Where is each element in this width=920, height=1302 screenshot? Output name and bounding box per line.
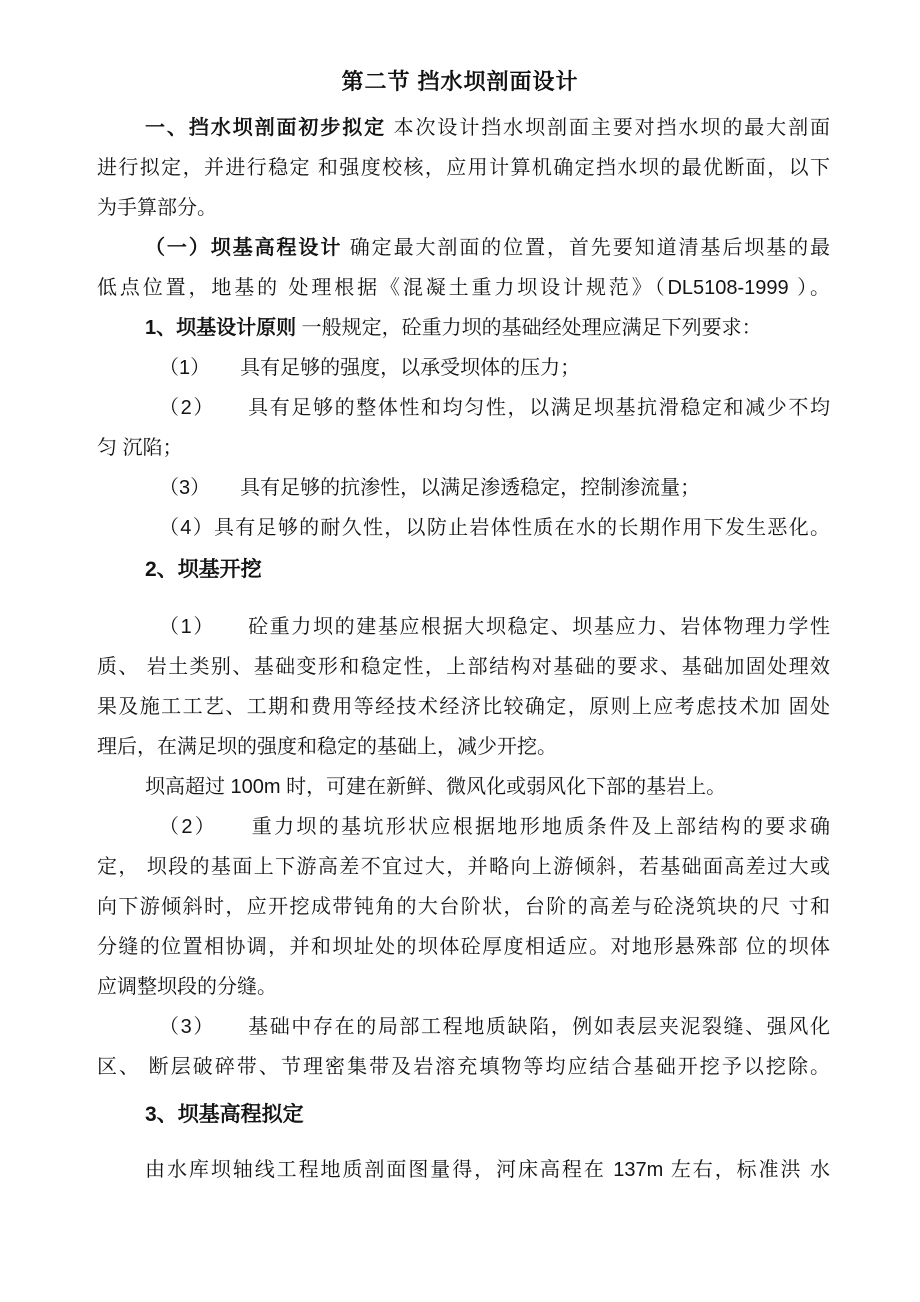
- line-text: （2） 重力坝的基坑形状应根据地形地质条件及上部结构的要求确: [159, 816, 830, 838]
- line-text: 分缝的位置相协调，并和坝址处的坝体砼厚度相适应。对地形悬殊部 位的坝体: [97, 936, 830, 958]
- line-text: 一般规定，砼重力坝的基础经处理应满足下列要求：: [296, 317, 762, 339]
- line-text: 低点位置，地基的 处理根据《混凝土重力坝设计规范》（DL5108-1999 ）。: [97, 277, 830, 299]
- line-text: 由水库坝轴线工程地质剖面图量得，河床高程在 137m 左右，标准洪 水: [145, 1159, 830, 1181]
- line-text: 本次设计挡水坝剖面主要对挡水坝的最大剖面: [386, 117, 830, 139]
- line-text: 坝高超过 100m 时，可建在新鲜、微风化或弱风化下部的基岩上。: [145, 776, 727, 798]
- line-text: 向下游倾斜时，应开挖成带钝角的大台阶状，台阶的高差与砼浇筑块的尺 寸和: [97, 896, 830, 918]
- list-item: [97, 508, 830, 548]
- text-line: [97, 148, 830, 188]
- line-text: 应调整坝段的分缝。: [97, 976, 277, 998]
- line-lead: （一）坝基高程设计: [145, 237, 343, 259]
- text-line: [97, 428, 830, 468]
- line-text: 匀 沉陷；: [97, 437, 183, 459]
- text-line: [97, 228, 830, 268]
- text-line: [97, 967, 830, 1007]
- line-text: 理后，在满足坝的强度和稳定的基础上，减少开挖。: [97, 736, 557, 758]
- line-text: 果及施工工艺、工期和费用等经技术经济比较确定，原则上应考虑技术加 固处: [97, 696, 830, 718]
- line-lead: 3、坝基高程拟定: [145, 1103, 304, 1126]
- text-line: [97, 188, 830, 228]
- line-text: 质、 岩土类别、基础变形和稳定性，上部结构对基础的要求、基础加固处理效: [97, 656, 830, 678]
- line-text: （2） 具有足够的整体性和均匀性，以满足坝基抗滑稳定和减少不均: [159, 397, 830, 419]
- page-title: 第二节 挡水坝剖面设计: [341, 69, 579, 94]
- line-text: 定， 坝段的基面上下游高差不宜过大，并略向上游倾斜，若基础面高差过大或: [97, 856, 830, 878]
- text-line: [97, 767, 830, 807]
- document-body: [97, 108, 830, 1190]
- line-text: 区、 断层破碎带、节理密集带及岩溶充填物等均应结合基础开挖予以挖除。: [97, 1056, 830, 1078]
- text-line: [97, 727, 830, 767]
- text-line: [97, 308, 830, 348]
- text-line: [97, 1047, 830, 1087]
- list-item: [97, 807, 830, 847]
- section-heading: [97, 1095, 830, 1135]
- list-item: [97, 468, 830, 508]
- text-line: [97, 887, 830, 927]
- list-item: [97, 1007, 830, 1047]
- line-text: 为手算部分。: [97, 197, 217, 219]
- text-line: [97, 927, 830, 967]
- line-lead: 1、坝基设计原则: [145, 317, 297, 339]
- list-item: [97, 348, 830, 388]
- line-text: 进行拟定，并进行稳定 和强度校核，应用计算机确定挡水坝的最优断面，以下: [97, 157, 830, 179]
- text-line: [97, 108, 830, 148]
- line-text: （1） 具有足够的强度，以承受坝体的压力；: [159, 357, 581, 379]
- line-text: 确定最大剖面的位置，首先要知道清基后坝基的最: [342, 237, 831, 259]
- text-line: [97, 1150, 830, 1190]
- text-line: [97, 847, 830, 887]
- section-heading: [97, 550, 830, 590]
- line-text: （3） 具有足够的抗渗性，以满足渗透稳定，控制渗流量；: [159, 477, 701, 499]
- text-line: [97, 268, 830, 308]
- list-item: [97, 607, 830, 647]
- line-text: （3） 基础中存在的局部工程地质缺陷，例如表层夹泥裂缝、强风化: [159, 1016, 830, 1038]
- text-line: [97, 647, 830, 687]
- line-text: （4）具有足够的耐久性，以防止岩体性质在水的长期作用下发生恶化。: [159, 517, 830, 539]
- text-line: [97, 687, 830, 727]
- line-lead: 2、坝基开挖: [145, 558, 262, 581]
- list-item: [97, 388, 830, 428]
- line-lead: 一、挡水坝剖面初步拟定: [145, 117, 387, 139]
- line-text: （1） 砼重力坝的建基应根据大坝稳定、坝基应力、岩体物理力学性: [159, 616, 830, 638]
